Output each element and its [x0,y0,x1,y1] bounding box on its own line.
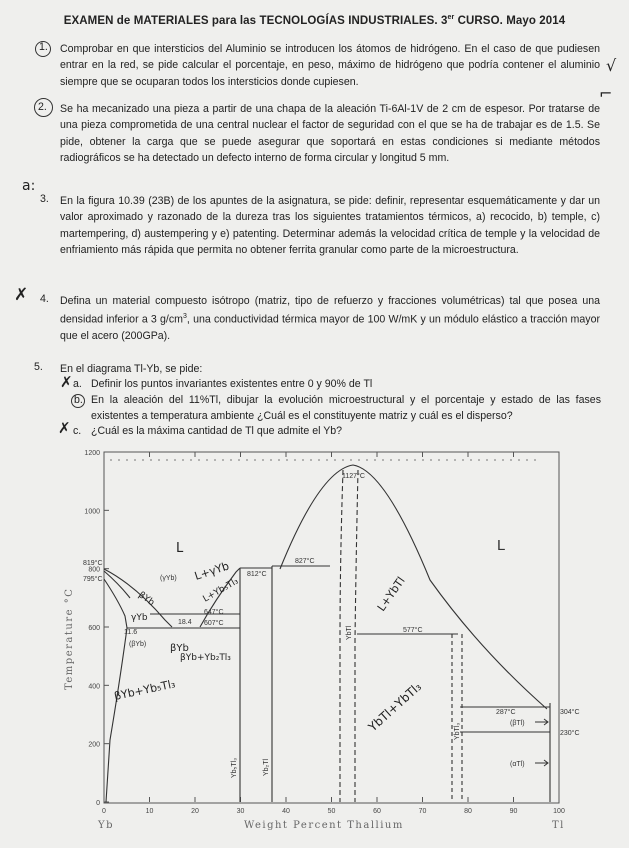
phase-ybtl: YbTl [346,625,353,640]
label-11-6: 11.6 [124,629,138,636]
label-812: 812°C [247,571,267,578]
phase-boundaries [104,460,550,802]
hw-beta-yb2tl3: βYb+Yb₂Tl₃ [180,653,231,663]
hw-l-yb5tl3: L+Yb₅Tl₃ [201,576,241,605]
subitem-b-label: b. [74,394,83,406]
hw-beta-yb5tl3: βYb+Yb₅Tl₃ [112,677,177,703]
hw-beta-yb-2: βYb [170,643,189,654]
x-tick-label: 40 [282,808,290,815]
ybtl-line-left [340,470,343,802]
y-tick-label: 200 [88,741,100,749]
label-647: 647°C [204,609,224,616]
x-tick-label: 100 [553,808,565,815]
subitem-a-text: Definir los puntos invariantes existentes entre 0 y 90% de Tl [91,378,373,390]
cross-mark-icon: ✗ [60,373,73,391]
hw-l-gamma: L+γYb [192,559,231,583]
arrow-icon [535,719,548,725]
question-3-number: 3. [40,193,49,205]
label-827: 827°C [295,558,315,565]
question-2-number: 2. [38,101,47,113]
x-axis-left-element: Yb [98,820,115,831]
label-287: 287°C [496,709,516,716]
label-18-4: 18.4 [178,619,192,626]
arrow-icon [535,760,548,766]
question-1-text: Comprobar en que intersticios del Aluminio se introducen los átomos de hidrógeno. En el caso de que pudiesen entrar en la red, se pide calcular el porcentaje, en peso, máximo de hidrógeno que podría contener el aluminio siempre que se ocuparan todos los intersticios donde cupiesen. [60,43,600,88]
question-2-text: Se ha mecanizado una pieza a partir de una chapa de la aleación Ti-6Al-1V de 2 cm de espesor. Por tratarse de una pieza comprometida de una central nuclear el factor de seguridad con el que se ha de trabajar es de 1.5. Se pide, obtener la carga que se puede asegurar que soportará en estas condiciones si mediante métodos radiográficos se ha detectado un defecto interno de forma circular y longitud 5 mm. [60,103,600,164]
x-tick-label: 60 [373,808,381,815]
y-tick-label: 800 [88,566,100,574]
label-304: 304°C [560,709,580,716]
checkmark-icon: √ [606,56,617,75]
x-tick-label: 80 [464,808,472,815]
subitem-c-label: c. [73,425,82,437]
subitem-b-text: En la aleación del 11%Tl, dibujar la evolución microestructural y el porcentaje y estado de las fases existentes a temperatura ambiente ¿Cuál es el constituyente matriz y cuál es el disperso? [91,394,601,422]
question-1-number: 1. [39,41,48,53]
question-4-text: Defina un material compuesto isótropo (matriz, tipo de refuerzo y fracciones volumétricas) tal que posea una densidad inferior a 3 $g/cm^3$, una conductividad térmica mayor de 100 W/mK y un módulo elástico a tracción mayor que el acero (200GPa). [60,295,600,343]
label-577: 577°C [403,627,423,634]
phase-alpha-tl: (αTl) [510,761,525,768]
liquidus-ybtl [280,465,547,709]
solvus-beta [104,579,127,628]
phase-gamma-yb: (γYb) [160,575,177,582]
y-tick-label: 0 [96,800,100,807]
label-795: 795°C [83,576,103,583]
checkmark-icon: ⌐ [599,84,613,103]
label-607: 607°C [204,620,224,627]
question-5-text: En el diagrama Tl-Yb, se pide: [60,363,203,375]
ybtl-line-right [355,470,358,802]
label-819: 819°C [83,560,103,567]
hw-beta-yb: βYb [136,590,156,609]
y-tick-label: 1200 [84,450,100,457]
handwritten-annotations [113,541,424,735]
handwritten-mark: a: [22,178,36,194]
axis-ticks [84,450,565,815]
x-tick-label: 50 [327,808,336,815]
question-4-number: 4. [40,293,49,305]
x-axis-right-element: Tl [552,820,565,831]
phase-ybtl3: YbTl₃ [454,722,461,740]
y-axis-title: Temperature °C [64,587,75,690]
x-tick-label: 90 [509,808,518,815]
x-tick-label: 70 [418,808,427,815]
yb-beta-solvus [106,628,127,802]
phase-beta-tl: (βTl) [510,720,525,727]
y-tick-label: 1000 [84,508,100,516]
cross-mark-icon: ✗ [14,285,29,305]
exam-title: EXAMEN de MATERIALES para las TECNOLOGÍAS INDUSTRIALES. 3er CURSO. Mayo 2014 [63,14,566,27]
phase-yb5tl3: Yb₅Tl₃ [231,757,238,778]
hw-ybtl-ybtl3: YbTl+YbTl₃ [365,679,425,735]
cross-mark-icon: ✗ [58,419,71,437]
hw-gamma-yb: γYb [131,613,148,623]
subitem-c-text: ¿Cuál es la máxima cantidad de Tl que admite el Yb? [91,425,343,437]
label-230: 230°C [560,730,580,737]
x-tick-label: 20 [191,808,199,815]
phase-yb2tl: Yb₂Tl [263,758,270,776]
y-tick-label: 600 [88,625,100,632]
question-3-text: En la figura 10.39 (23B) de los apuntes de la asignatura, se pide: definir, representar esquemáticamente y dar un valor aproximado y razonado de la dureza tras los siguientes tratamientos térmicos, a) recocido, b) temple, c) martempering, d) austempering y e) patenting. Determinar además la velocidad crítica de temple y la velocidad de enfriamiento más rápida que permita no obtener ferrita granular como parte de la microestructura. [60,195,600,256]
y-tick-label: 400 [88,683,100,691]
question-5-number: 5. [34,361,43,373]
x-tick-label: 0 [102,808,106,815]
phase-L: L [497,537,506,554]
hw-L: L [176,541,184,556]
x-axis-title: Weight Percent Thallium [244,820,404,831]
subitem-a-label: a. [73,378,82,390]
phase-beta-yb: (βYb) [129,641,147,648]
label-1127: 1127°C [342,473,365,480]
x-tick-label: 10 [145,808,154,815]
hw-l-ybtl: L+YbTl [374,574,408,614]
x-tick-label: 30 [236,808,245,815]
